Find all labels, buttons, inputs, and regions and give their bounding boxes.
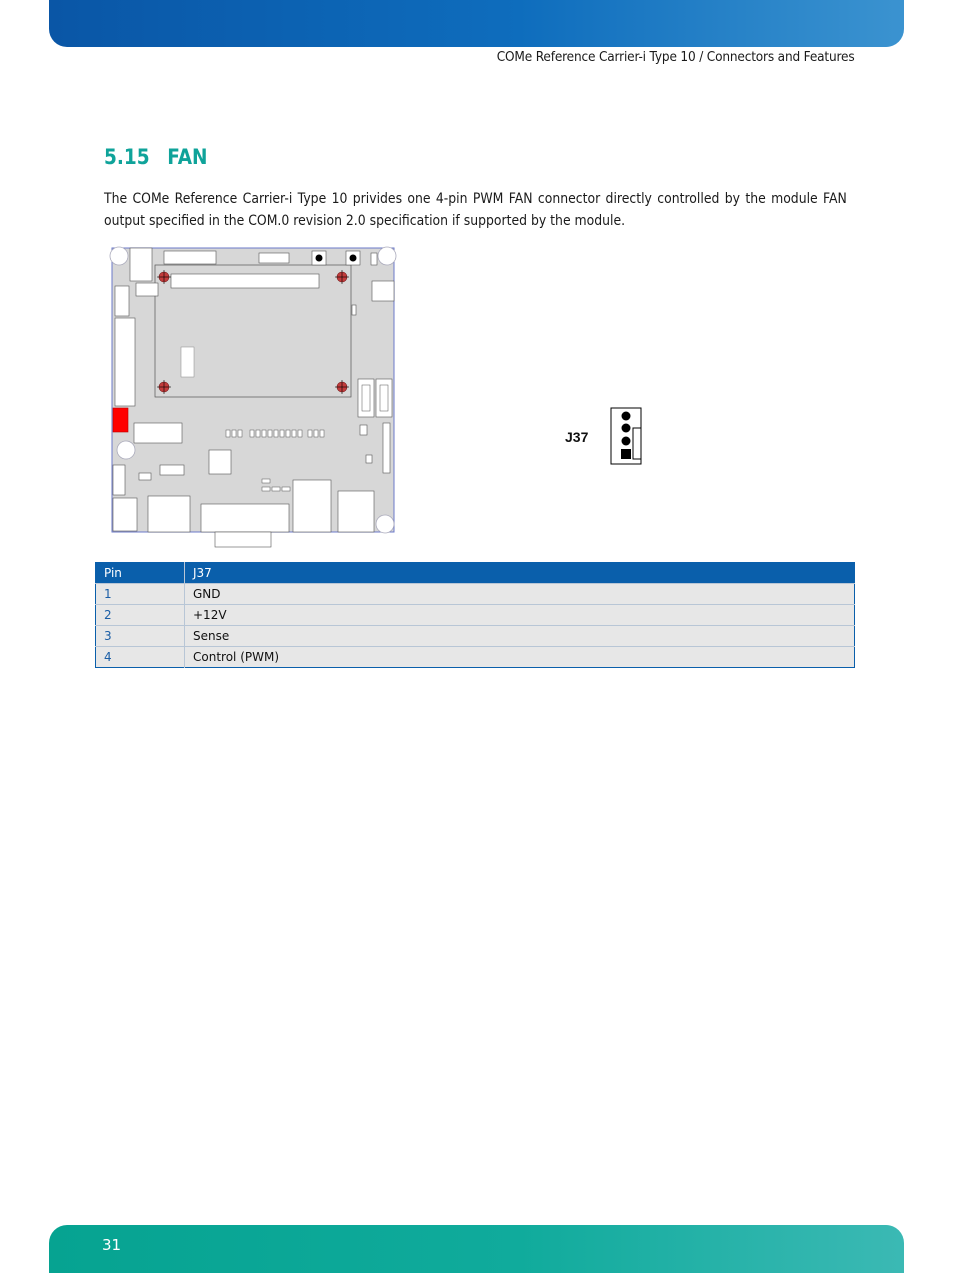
section-title-text: FAN (167, 145, 208, 169)
carrier-board-diagram (104, 243, 404, 548)
pin-number: 4 (96, 647, 185, 668)
table-row (96, 626, 855, 647)
table-row (96, 647, 855, 668)
pin-signal: Control (PWM) (185, 647, 855, 668)
table-row (96, 584, 855, 605)
pin-signal: Sense (185, 626, 855, 647)
column-header-pin: Pin (96, 563, 185, 584)
page-number: 31 (102, 1236, 122, 1254)
table-row (96, 605, 855, 626)
column-header-j37: J37 (185, 563, 855, 584)
section-title (104, 145, 207, 169)
running-header: COMe Reference Carrier-i Type 10 / Connectors and Features (496, 49, 854, 65)
j37-label: J37 (565, 429, 589, 445)
table-header-row (96, 563, 855, 584)
bottom-banner (49, 1225, 904, 1273)
pin-number: 3 (96, 626, 185, 647)
section-number: 5.15 (104, 145, 150, 169)
pin-signal: GND (185, 584, 855, 605)
pin-number: 2 (96, 605, 185, 626)
pin-signal: +12V (185, 605, 855, 626)
pin-table (95, 562, 855, 668)
top-banner (49, 0, 904, 47)
j37-connector-diagram (608, 406, 648, 466)
pin-number: 1 (96, 584, 185, 605)
section-body: The COMe Reference Carrier-i Type 10 privides one 4-pin PWM FAN connector directly controlled by the module FAN output specified in the COM.0 revision 2.0 specification if supported by the module. (104, 191, 847, 229)
